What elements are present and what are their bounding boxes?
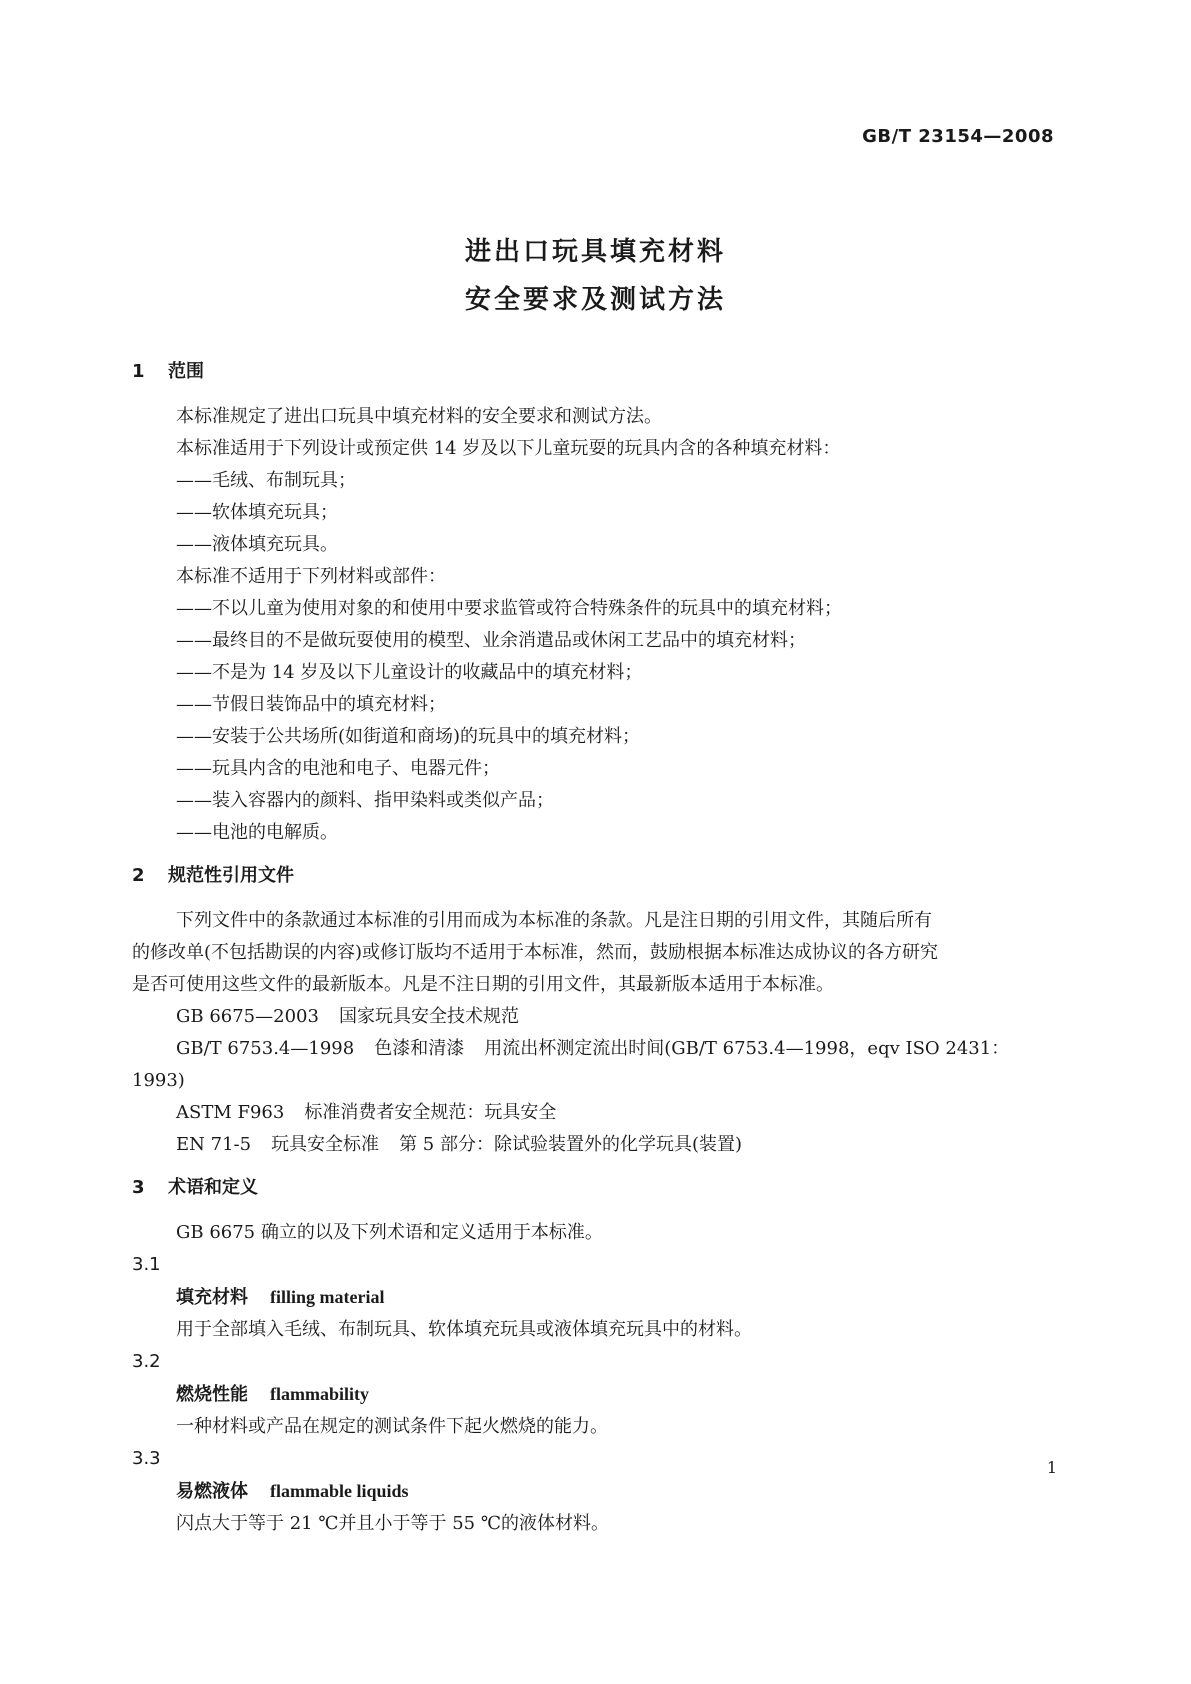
term-definition: 用于全部填入毛绒、布制玩具、软体填充玩具或液体填充玩具中的材料。 [176, 1319, 752, 1340]
list-item: ——安装于公共场所(如街道和商场)的玩具中的填充材料； [176, 726, 641, 747]
term-heading [132, 1378, 1057, 1411]
term-chinese: 填充材料 [176, 1287, 248, 1308]
subsection-number: 3.3 [132, 1448, 161, 1469]
list-item: ——节假日装饰品中的填充材料； [176, 694, 446, 715]
paragraph: 本标准适用于下列设计或预定供 14 岁及以下儿童玩耍的玩具内含的各种填充材料： [176, 438, 841, 459]
reference-code: GB/T 6753.4—1998 [176, 1038, 355, 1059]
section-title: 范围 [168, 361, 204, 382]
reference-code: ASTM F963 [176, 1102, 285, 1123]
reference-item [132, 1097, 1057, 1129]
paragraph: 本标准规定了进出口玩具中填充材料的安全要求和测试方法。 [176, 406, 662, 427]
list-item: ——玩具内含的电池和电子、电器元件； [176, 758, 500, 779]
section-2-heading [132, 861, 1057, 891]
term-english: filling material [270, 1287, 385, 1307]
term-chinese: 燃烧性能 [176, 1384, 248, 1405]
section-number: 1 [132, 361, 145, 382]
reference-title: 玩具安全标准 [271, 1134, 380, 1155]
list-item: ——最终目的不是做玩耍使用的模型、业余消遣品或休闲工艺品中的填充材料； [176, 630, 806, 651]
paragraph: 是否可使用这些文件的最新版本。凡是不注日期的引用文件，其最新版本适用于本标准。 [132, 974, 834, 995]
list-item: ——不以儿童为使用对象的和使用中要求监管或符合特殊条件的玩具中的填充材料； [176, 598, 842, 619]
paragraph: 本标准不适用于下列材料或部件： [176, 566, 446, 587]
reference-title: 国家玩具安全技术规范 [338, 1006, 519, 1027]
section-3-heading [132, 1173, 1057, 1203]
term-english: flammable liquids [270, 1481, 409, 1501]
list-item: ——毛绒、布制玩具； [176, 470, 356, 491]
reference-code: EN 71-5 [176, 1134, 252, 1155]
section-title: 术语和定义 [168, 1177, 258, 1198]
section-title: 规范性引用文件 [168, 865, 294, 886]
document-body [132, 357, 1057, 1540]
term-chinese: 易燃液体 [176, 1481, 248, 1502]
list-item: ——液体填充玩具。 [176, 534, 338, 555]
term-definition: 一种材料或产品在规定的测试条件下起火燃烧的能力。 [176, 1416, 608, 1437]
reference-item [132, 1001, 1057, 1033]
reference-continuation: 1993) [132, 1070, 185, 1091]
section-number: 3 [132, 1177, 145, 1198]
term-english: flammability [270, 1384, 369, 1404]
reference-title: 第 5 部分：除试验装置外的化学玩具(装置) [399, 1134, 743, 1155]
standard-number: GB/T 23154—2008 [862, 126, 1054, 147]
paragraph: 的修改单(不包括勘误的内容)或修订版均不适用于本标准，然而，鼓励根据本标准达成协议的各方研究 [132, 942, 939, 963]
reference-item [132, 1129, 1057, 1161]
list-item: ——软体填充玩具； [176, 502, 338, 523]
subsection-number: 3.2 [132, 1351, 161, 1372]
reference-title: 标准消费者安全规范：玩具安全 [304, 1102, 557, 1123]
list-item: ——装入容器内的颜料、指甲染料或类似产品； [176, 790, 554, 811]
subsection-number: 3.1 [132, 1254, 161, 1275]
reference-title: 色漆和清漆 [374, 1038, 465, 1059]
list-item: ——不是为 14 岁及以下儿童设计的收藏品中的填充材料； [176, 662, 643, 683]
page-number: 1 [1046, 1458, 1057, 1477]
term-heading [132, 1475, 1057, 1508]
document-title [0, 228, 1191, 324]
section-number: 2 [132, 865, 145, 886]
reference-title: 用流出杯测定流出时间(GB/T 6753.4—1998，eqv ISO 2431： [484, 1038, 1010, 1059]
term-definition: 闪点大于等于 21 ℃并且小于等于 55 ℃的液体材料。 [176, 1513, 609, 1534]
paragraph: GB 6675 确立的以及下列术语和定义适用于本标准。 [176, 1222, 603, 1243]
reference-item [132, 1033, 1057, 1065]
section-1-heading [132, 357, 1057, 387]
list-item: ——电池的电解质。 [176, 822, 338, 843]
title-line-1: 进出口玩具填充材料 [464, 237, 726, 267]
paragraph: 下列文件中的条款通过本标准的引用而成为本标准的条款。凡是注日期的引用文件，其随后所有 [176, 910, 932, 931]
reference-code: GB 6675—2003 [176, 1006, 319, 1027]
term-heading [132, 1281, 1057, 1314]
title-line-2: 安全要求及测试方法 [464, 285, 726, 315]
